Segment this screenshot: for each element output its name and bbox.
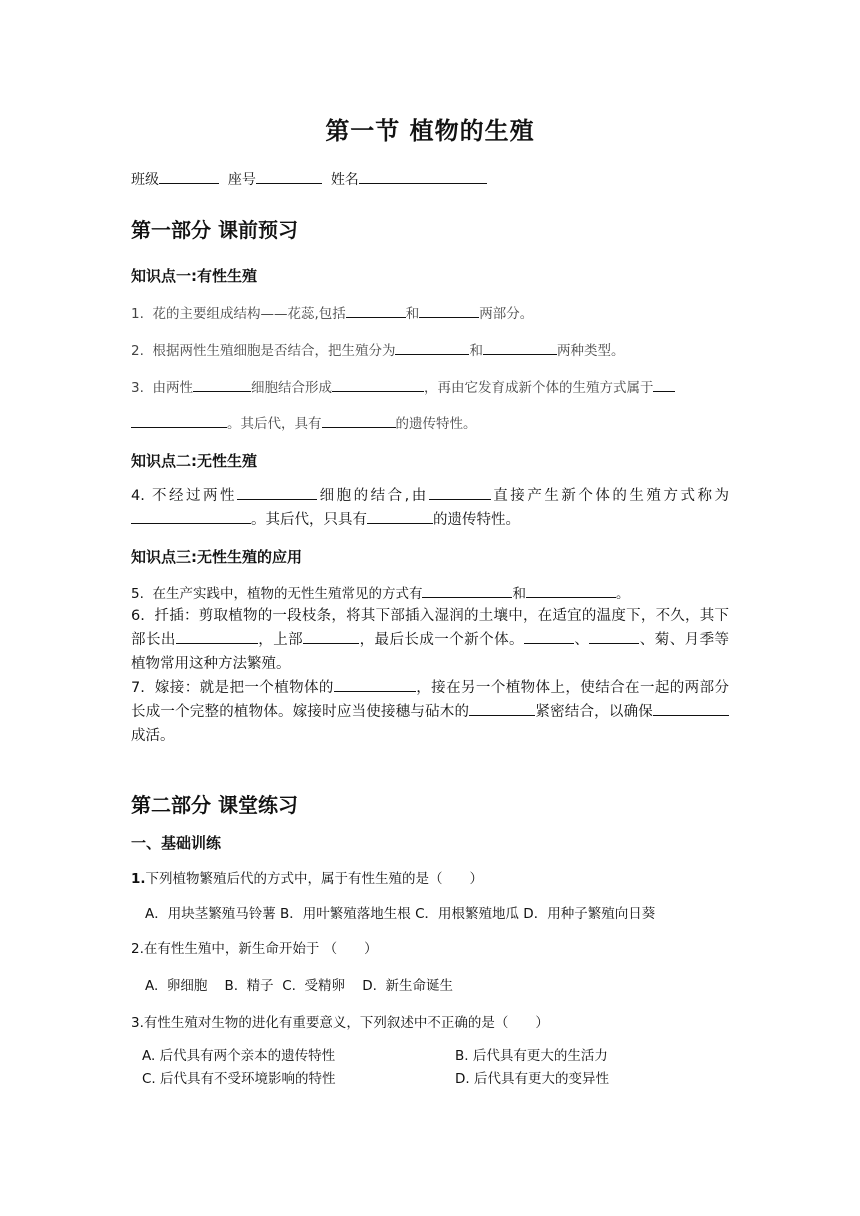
exercise-1-stem: [131, 869, 483, 889]
q6-text-d: 、: [573, 632, 590, 648]
q2-blank-1[interactable]: [395, 339, 469, 355]
knowledge-point-1-heading: 知识点一:有性生殖: [131, 267, 257, 285]
exercise-1-options: A．用块茎繁殖马铃薯 B．用叶繁殖落地生根 C．用根繁殖地瓜 D．用种子繁殖向日葵: [145, 906, 656, 922]
q3-blank-3b[interactable]: [131, 412, 227, 428]
q5-blank-1[interactable]: [422, 582, 512, 598]
q2-text-b: 和: [469, 343, 483, 359]
seat-label: 座号: [227, 172, 256, 188]
q1-text-c: 两部分。: [479, 306, 534, 322]
q6-blank-2[interactable]: [303, 628, 359, 644]
q7-blank-2[interactable]: [469, 700, 535, 716]
q5-text-a: 在生产实践中，植物的无性生殖常见的方式有: [152, 586, 423, 602]
q3-text-c: ，再由它发育成新个体的生殖方式属于: [423, 380, 654, 396]
q2-num: 2.: [131, 343, 144, 359]
q4-blank-3[interactable]: [131, 508, 251, 524]
class-label: 班级: [131, 172, 159, 188]
exercise-3-stem: 3.有性生殖对生物的进化有重要意义，下列叙述中不正确的是（ ）: [131, 1015, 549, 1031]
q6-text-b: ，上部: [257, 632, 304, 648]
exercise-3-option-d: D. 后代具有更大的变异性: [455, 1071, 609, 1087]
q2-blank-2[interactable]: [483, 339, 557, 355]
q3-num: 3.: [131, 380, 144, 396]
q7-text-a: 嫁接：就是把一个植物体的: [154, 680, 334, 696]
knowledge-point-2-heading: 知识点二:无性生殖: [131, 452, 257, 470]
q3-text-e: 的遗传特性。: [395, 416, 477, 432]
q4-text-e: 的遗传特性。: [433, 512, 520, 528]
exercise-2-stem: 2.在有性生殖中，新生命开始于 （ ）: [131, 941, 378, 957]
q7-text-b: ，接在另一个植物体上，使结合在一起的两部分长成一个完整的植物体。嫁接时应当使接穗与砧木的: [131, 680, 730, 720]
q3-blank-4[interactable]: [322, 412, 396, 428]
q1-num: 1.: [131, 306, 144, 322]
q5-text-c: 。: [615, 586, 630, 602]
q3-blank-2[interactable]: [332, 376, 424, 392]
q2-text-c: 两种类型。: [556, 343, 625, 359]
seat-blank[interactable]: [256, 168, 322, 184]
q6-text-c: ，最后长成一个新个体。: [359, 632, 524, 648]
q5-text-b: 和: [512, 586, 526, 602]
q5-blank-2[interactable]: [526, 582, 616, 598]
q4-text-c: 直接产生新个体的生殖方式称为: [490, 488, 729, 504]
knowledge-point-3-heading: 知识点三:无性生殖的应用: [131, 548, 302, 566]
student-info-line: [131, 168, 487, 190]
q3-blank-3a[interactable]: [653, 376, 675, 392]
ex1-num: 1.: [131, 871, 146, 887]
class-blank[interactable]: [159, 168, 219, 184]
q6-blank-1[interactable]: [176, 628, 258, 644]
part1-heading: 第一部分 课前预习: [131, 218, 298, 242]
q7-blank-3[interactable]: [653, 700, 729, 716]
q7-num: 7.: [131, 680, 145, 696]
q4-text-a: 不经过两性: [151, 488, 238, 504]
q4-blank-1[interactable]: [237, 484, 317, 500]
basic-training-heading: 一、基础训练: [131, 834, 222, 852]
q4-text-d: 。其后代，只具有: [251, 512, 367, 528]
question-5: [131, 582, 629, 602]
q5-num: 5.: [131, 586, 144, 602]
question-3-line-2: [131, 412, 477, 434]
q4-num: 4.: [131, 488, 145, 504]
name-label: 姓名: [330, 172, 359, 188]
q6-blank-4[interactable]: [589, 628, 639, 644]
question-7: [131, 676, 729, 748]
ex1-stem-text: 下列植物繁殖后代的方式中，属于有性生殖的是（ ）: [145, 871, 484, 887]
q4-blank-2[interactable]: [429, 484, 491, 500]
page-title: 第一节 植物的生殖: [325, 117, 535, 145]
q2-text-a: 根据两性生殖细胞是否结合，把生殖分为: [152, 343, 396, 359]
q4-text-b: 细胞的结合,由: [317, 488, 429, 504]
q1-text-a: 花的主要组成结构——花蕊,包括: [152, 306, 346, 322]
question-4: [131, 484, 729, 532]
q6-text-e: 、菊、月季等植物常用这种方法繁殖。: [131, 632, 730, 672]
q3-text-a: 由两性: [152, 380, 193, 396]
q4-blank-4[interactable]: [367, 508, 433, 524]
question-6: [131, 604, 729, 676]
name-blank[interactable]: [359, 168, 487, 184]
exercise-3-option-b: B. 后代具有更大的生活力: [455, 1048, 608, 1064]
q3-text-d: 。其后代，具有: [227, 416, 322, 432]
q3-blank-1[interactable]: [193, 376, 251, 392]
q7-blank-1[interactable]: [334, 676, 416, 692]
exercise-2-options: A. 卵细胞 B. 精子 C. 受精卵 D. 新生命诞生: [145, 978, 453, 994]
q1-blank-2[interactable]: [419, 302, 479, 318]
q7-text-c: 紧密结合，以确保: [535, 704, 653, 720]
question-1: [131, 302, 533, 324]
question-2: [131, 339, 624, 361]
q1-text-b: 和: [405, 306, 420, 322]
q7-text-d: 成活。: [131, 728, 175, 744]
q6-blank-3[interactable]: [524, 628, 574, 644]
part2-heading: 第二部分 课堂练习: [131, 793, 298, 817]
q6-text-a: 扦插：剪取植物的一段枝条，将其下部插入湿润的土壤中，在适宜的温度下，不久，其下部长出: [131, 608, 730, 648]
q1-blank-1[interactable]: [346, 302, 406, 318]
q6-num: 6.: [131, 608, 145, 624]
exercise-3-option-c: C. 后代具有不受环境影响的特性: [142, 1071, 336, 1087]
exercise-3-option-a: A. 后代具有两个亲本的遗传特性: [142, 1048, 336, 1064]
q3-text-b: 细胞结合形成: [250, 380, 332, 396]
question-3-line-1: [131, 376, 675, 398]
